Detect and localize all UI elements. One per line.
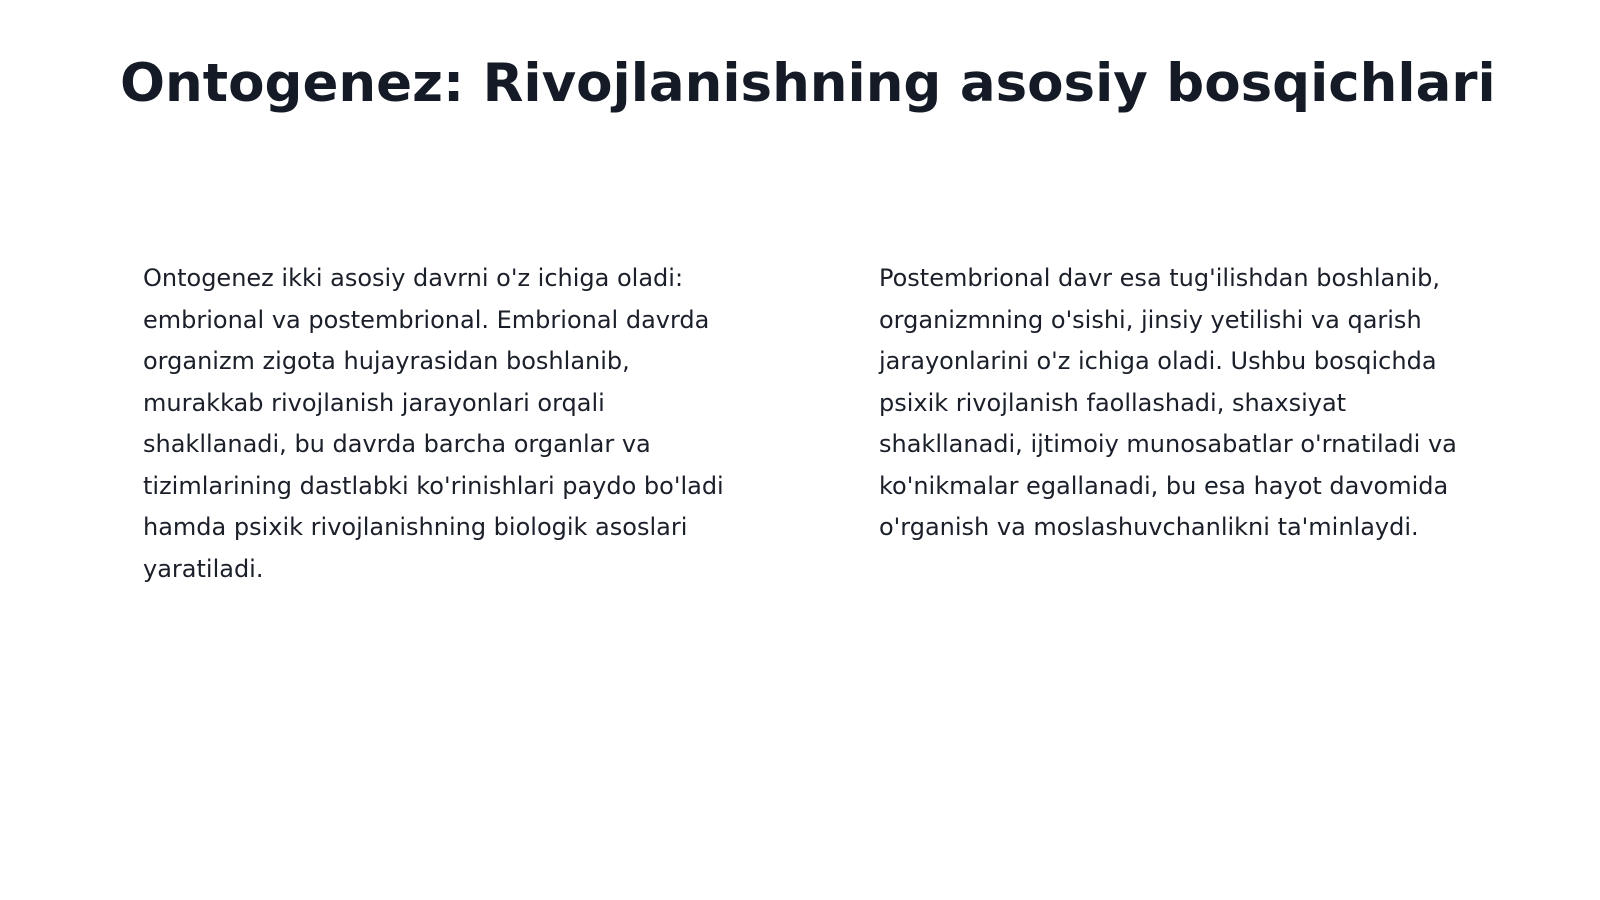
- left-column-text: Ontogenez ikki asosiy davrni o'z ichiga oladi: embrional va postembrional. Embrional davrda organizm zigota hujayrasidan boshlanib, murakkab rivojlanish jarayonlari orqali shakllanadi, bu davrda barcha organlar va tizimlarining dastlabki ko'rinishlari paydo bo'ladi hamda psixik rivojlanishning biologik asoslari yaratiladi.: [143, 264, 724, 583]
- right-column-text: Postembrional davr esa tug'ilishdan boshlanib, organizmning o'sishi, jinsiy yetilishi va qarish jarayonlarini o'z ichiga oladi. Ushbu bosqichda psixik rivojlanish faollashadi, shaxsiyat shakllanadi, ijtimoiy munosabatlar o'rnatiladi va ko'nikmalar egallanadi, bu esa hayot davomida o'rganish va moslashuvchanlikni ta'minlaydi.: [879, 264, 1457, 541]
- slide-title: Ontogenez: Rivojlanishning asosiy bosqichlari: [120, 53, 1496, 114]
